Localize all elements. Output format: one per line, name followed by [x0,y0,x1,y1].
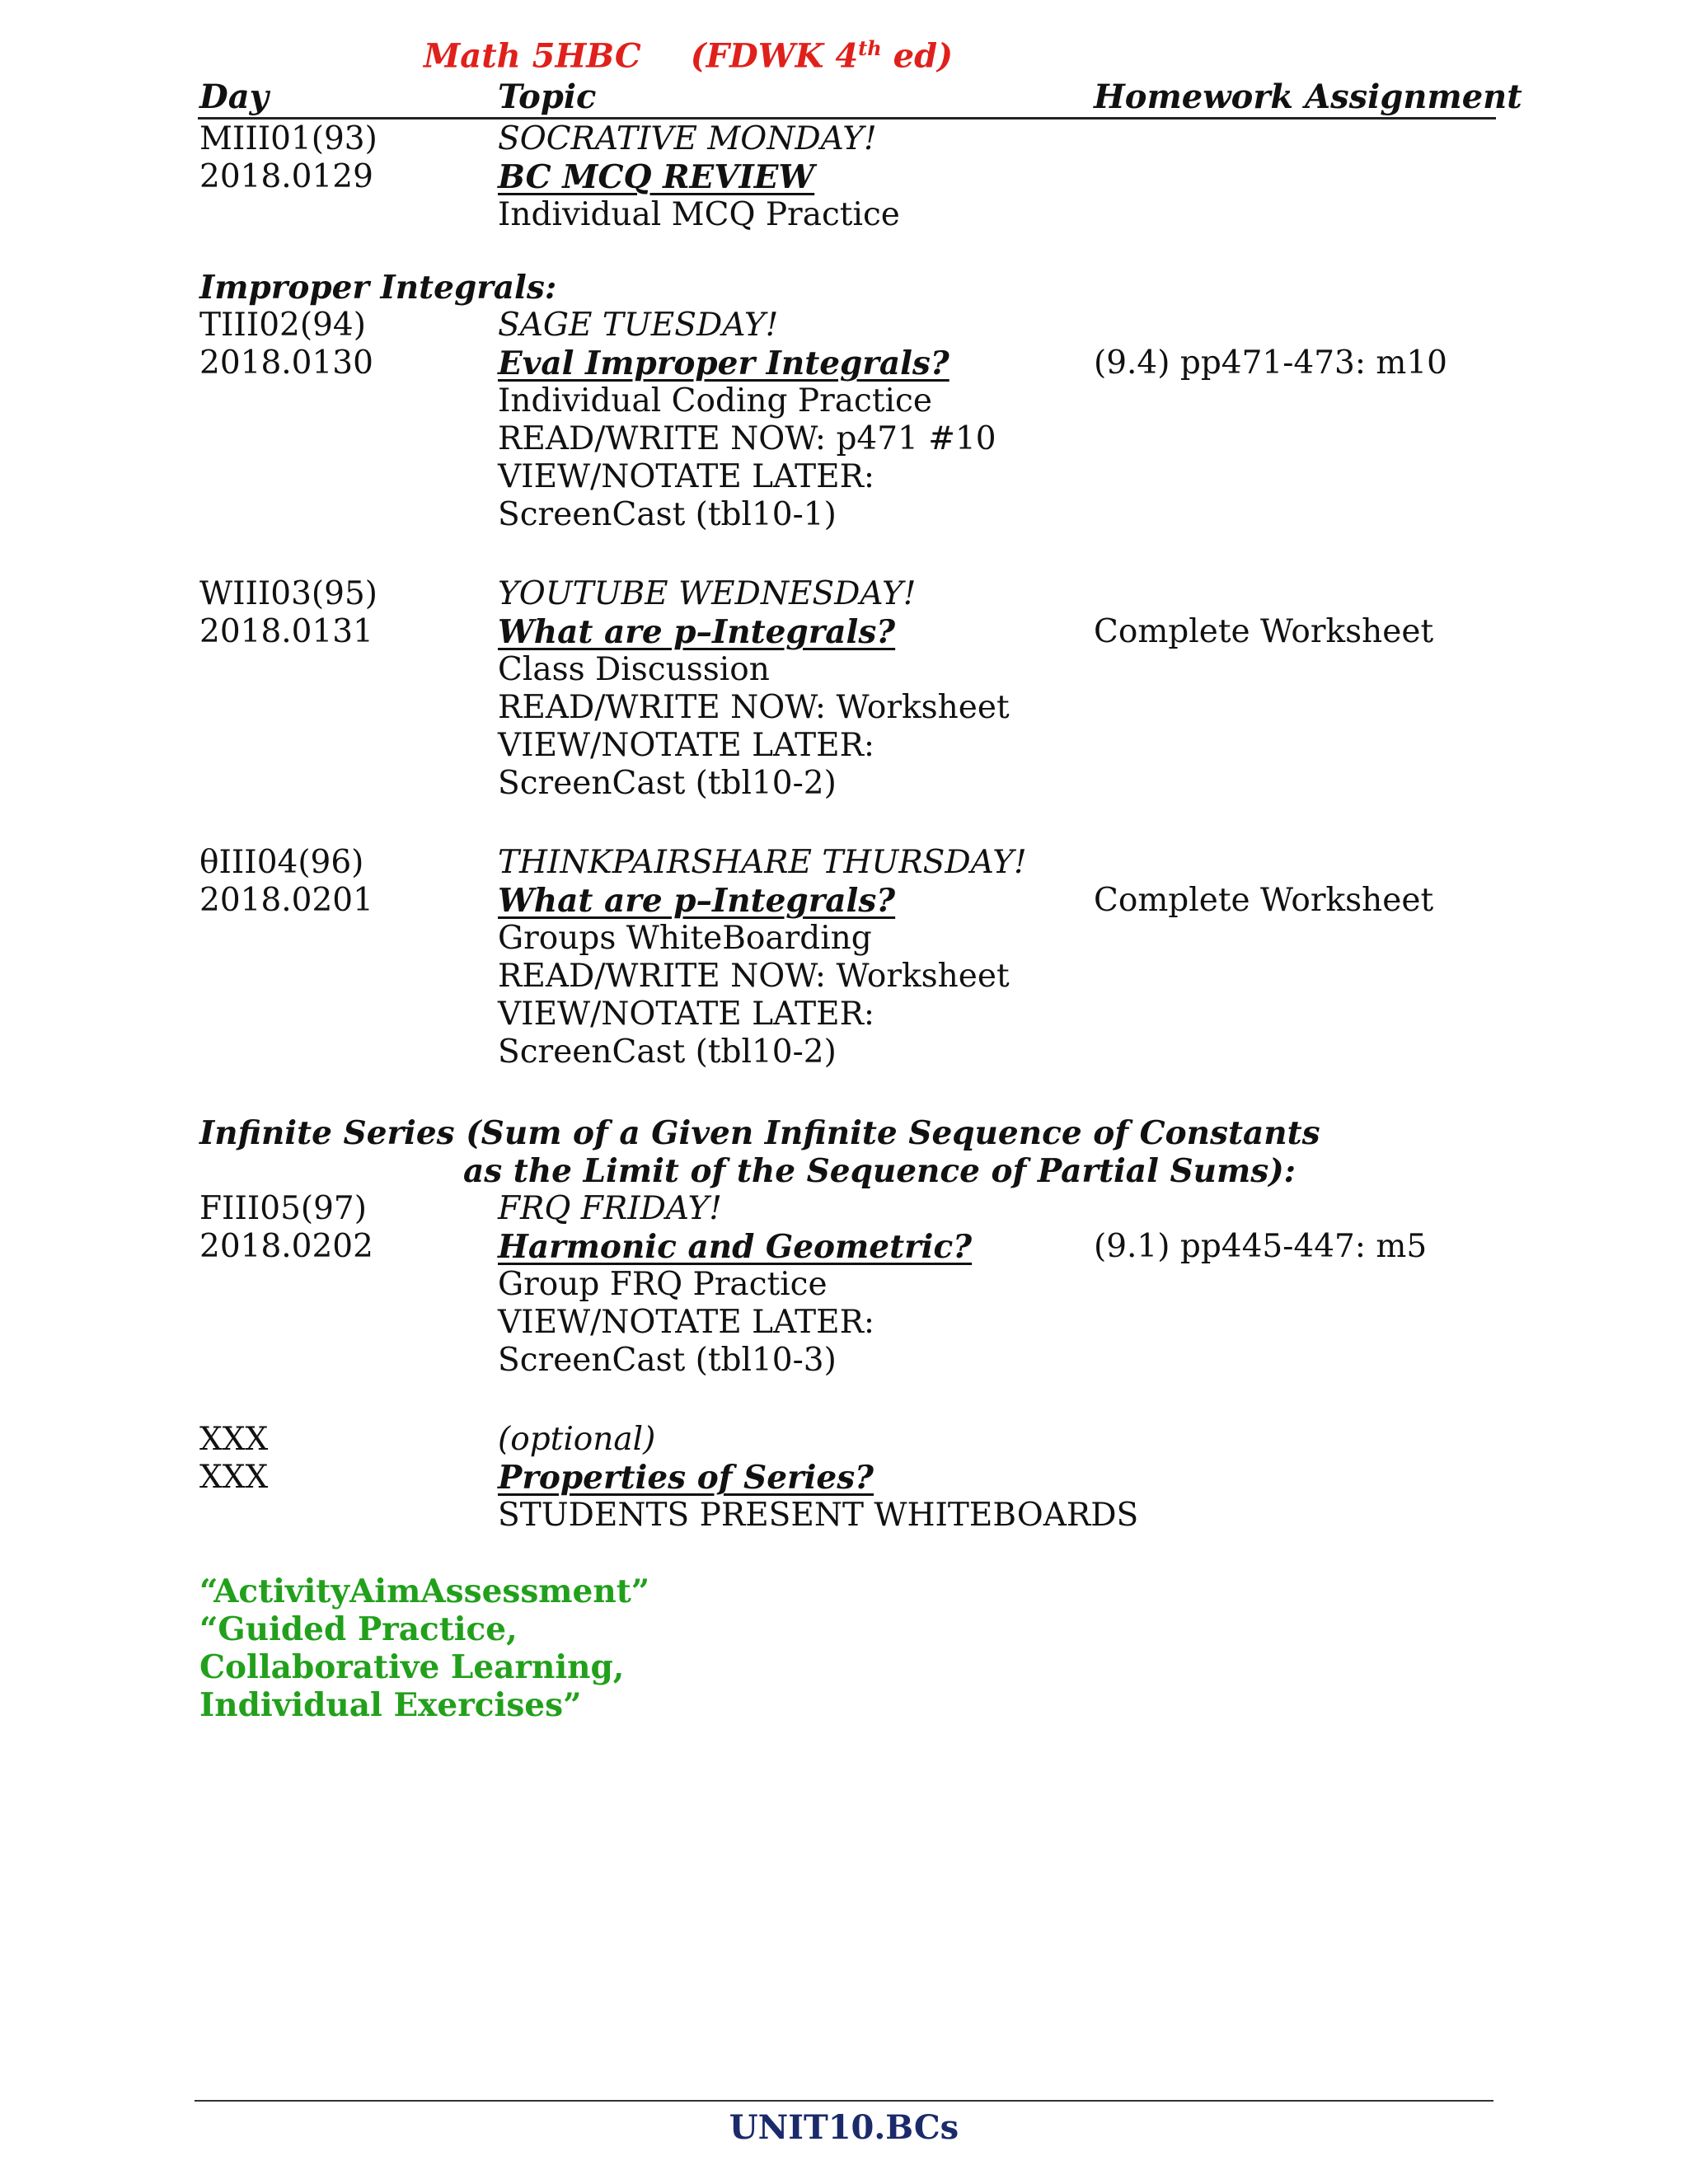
entry-homework: (9.1) pp445-447: m5 [1094,1228,1428,1265]
entry-topic: What are p–Integrals? [498,613,896,651]
entry-theme: (optional) [498,1421,656,1458]
edition-prefix: (FDWK 4 [690,36,859,76]
entry-topic: BC MCQ REVIEW [498,158,815,196]
entry-date: 2018.0131 [199,613,373,650]
edition-sup: th [858,36,882,60]
entry-activity: Groups WhiteBoarding [498,920,872,957]
entry-view-notate: VIEW/NOTATE LATER: [498,727,875,764]
entry-read-write: READ/WRITE NOW: Worksheet [498,689,1010,726]
entry-view-notate: VIEW/NOTATE LATER: [498,996,875,1033]
entry-day: FIII05(97) [199,1190,367,1227]
column-headers [198,76,1522,120]
entry-date: 2018.0129 [199,158,373,195]
entry-read-write: READ/WRITE NOW: Worksheet [498,958,1010,995]
note-line: “Guided Practice, [199,1610,518,1648]
edition-suffix: ed) [881,36,953,76]
header-topic: Topic [498,77,597,116]
entry-date: 2018.0201 [199,882,373,919]
entry-activity: Class Discussion [498,651,770,688]
entry-day: WIII03(95) [199,575,377,612]
section-heading-cont: as the Limit of the Sequence of Partial Sums): [463,1152,1296,1190]
entry-day: MIII01(93) [199,120,377,157]
entry-view-notate: VIEW/NOTATE LATER: [498,458,875,495]
entry-topic: What are p–Integrals? [498,882,896,920]
entry-theme: FRQ FRIDAY! [498,1190,722,1227]
entry-date: 2018.0130 [199,344,373,382]
entry-topic: Properties of Series? [498,1459,874,1497]
entry-screencast: ScreenCast (tbl10-1) [498,496,837,533]
entry-theme: SAGE TUESDAY! [498,307,779,344]
note-line: Collaborative Learning, [199,1648,625,1686]
entry-date: 2018.0202 [199,1228,373,1265]
entry-homework: (9.4) pp471-473: m10 [1094,344,1447,382]
entry-activity: Individual MCQ Practice [498,196,900,233]
course-title [0,36,1376,75]
entry-day: TIII02(94) [199,307,366,344]
header-day: Day [199,77,269,116]
entry-topic: Eval Improper Integrals? [498,344,950,382]
entry-activity: STUDENTS PRESENT WHITEBOARDS [498,1497,1139,1534]
entry-homework: Complete Worksheet [1094,613,1434,650]
entry-screencast: ScreenCast (tbl10-2) [498,1033,837,1071]
entry-activity: Group FRQ Practice [498,1266,828,1303]
header-homework: Homework Assignment [1094,77,1522,116]
entry-screencast: ScreenCast (tbl10-2) [498,765,837,802]
entry-theme: YOUTUBE WEDNESDAY! [498,575,917,612]
section-heading: Improper Integrals: [199,269,557,307]
entry-screencast: ScreenCast (tbl10-3) [498,1342,837,1379]
entry-read-write: READ/WRITE NOW: p471 #10 [498,420,996,457]
entry-view-notate: VIEW/NOTATE LATER: [498,1304,875,1341]
entry-theme: SOCRATIVE MONDAY! [498,120,877,157]
entry-day: XXX [199,1421,269,1458]
entry-date: XXX [199,1459,269,1496]
note-line: Individual Exercises” [199,1686,582,1724]
entry-theme: THINKPAIRSHARE THURSDAY! [498,844,1027,881]
section-heading: Infinite Series (Sum of a Given Infinite Sequence of Constants [199,1114,1320,1152]
entry-topic: Harmonic and Geometric? [498,1228,973,1266]
footer-unit-label: UNIT10.BCs [729,2108,959,2147]
entry-day: θIII04(96) [199,844,364,881]
note-line: “ActivityAimAssessment” [199,1572,650,1610]
entry-homework: Complete Worksheet [1094,882,1434,919]
entry-activity: Individual Coding Practice [498,382,932,419]
footer-divider [195,2100,1493,2102]
course-name: Math 5HBC [424,36,641,76]
